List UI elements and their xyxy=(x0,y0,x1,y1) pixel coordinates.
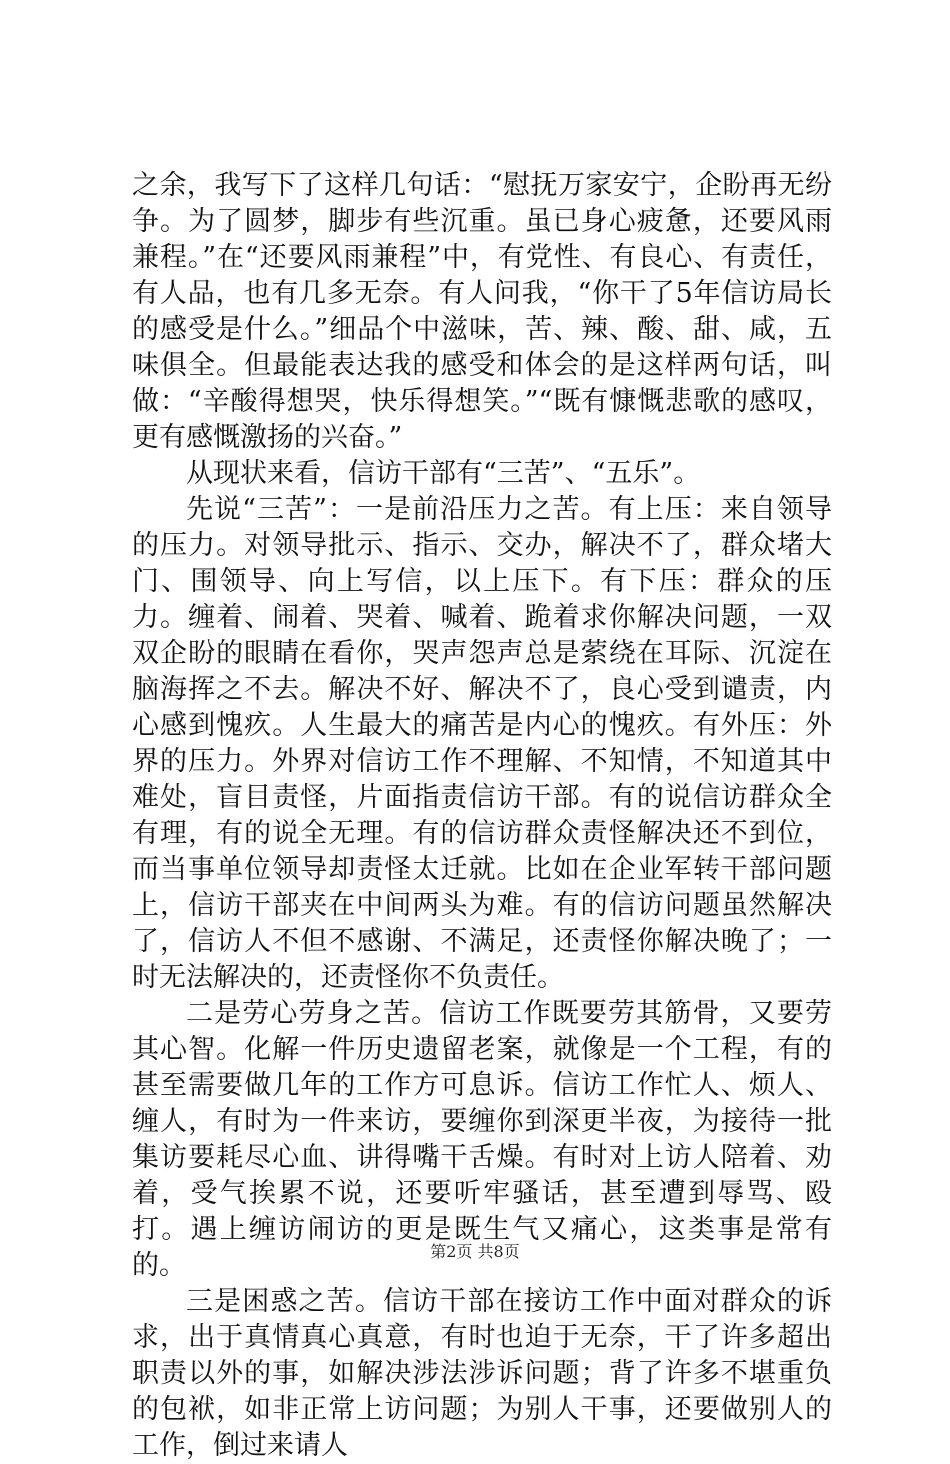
paragraph-first-hardship: 先说“三苦”：一是前沿压力之苦。有上压：来自领导的压力。对领导批示、指示、交办，解决不了，群众堵大门、围领导、向上写信，以上压下。有下压：群众的压力。缠着、闹着、哭着、喊着、跪着求你解决问题，一双双企盼的眼睛在看你，哭声怨声总是萦绕在耳际、沉淀在脑海挥之不去。解决不好、解决不了，良心受到谴责，内心感到愧疚。人生最大的痛苦是内心的愧疚。有外压：外界的压力。外界对信访工作不理解、不知情，不知道其中难处，盲目责怪，片面指责信访干部。有的说信访群众全有理，有的说全无理。有的信访群众责怪解决还不到位，而当事单位领导却责怪太迁就。比如在企业军转干部问题上，信访干部夹在中间两头为难。有的信访问题虽然解决了，信访人不但不感谢、不满足，还责怪你解决晚了；一时无法解决的，还责怪你不负责任。 xyxy=(132,494,832,993)
page-footer: 第2页 共8页 xyxy=(430,1242,520,1261)
paragraph-third-hardship: 三是困惑之苦。信访干部在接访工作中面对群众的诉求，出于真情真心真意，有时也迫于无奈，干了许多超出职责以外的事，如解决涉法涉诉问题；背了许多不堪重负的包袱，如非正常上访问题；为别人干事，还要做别人的工作，倒过来请人 xyxy=(132,1286,832,1461)
document-body xyxy=(132,168,832,1464)
paragraph-status: 从现状来看，信访干部有“三苦”、“五乐”。 xyxy=(186,458,701,489)
paragraph-continuation: 之余，我写下了这样几句话：“慰抚万家安宁，企盼再无纷争。为了圆梦，脚步有些沉重。虽已身心疲惫，还要风雨兼程。”在“还要风雨兼程”中，有党性、有良心、有责任，有人品，也有几多无奈。有人问我，“你干了5年信访局长的感受是什么。”细品个中滋味，苦、辣、酸、甜、咸，五味俱全。但最能表达我的感受和体会的是这样两句话，叫做：“辛酸得想哭，快乐得想笑。”“既有慷慨悲歌的感叹，更有感慨激扬的兴奋。” xyxy=(132,170,832,453)
paragraph-second-hardship: 二是劳心劳身之苦。信访工作既要劳其筋骨，又要劳其心智。化解一件历史遗留老案，就像是一个工程，有的甚至需要做几年的工作方可息诉。信访工作忙人、烦人、缠人，有时为一件来访，要缠你到深更半夜，为接待一批集访要耗尽心血、讲得嘴干舌燥。有时对上访人陪着、劝着，受气挨累不说，还要听牢骚话，甚至遭到辱骂、殴打。遇上缠访闹访的更是既生气又痛心，这类事是常有的。 xyxy=(132,998,832,1281)
